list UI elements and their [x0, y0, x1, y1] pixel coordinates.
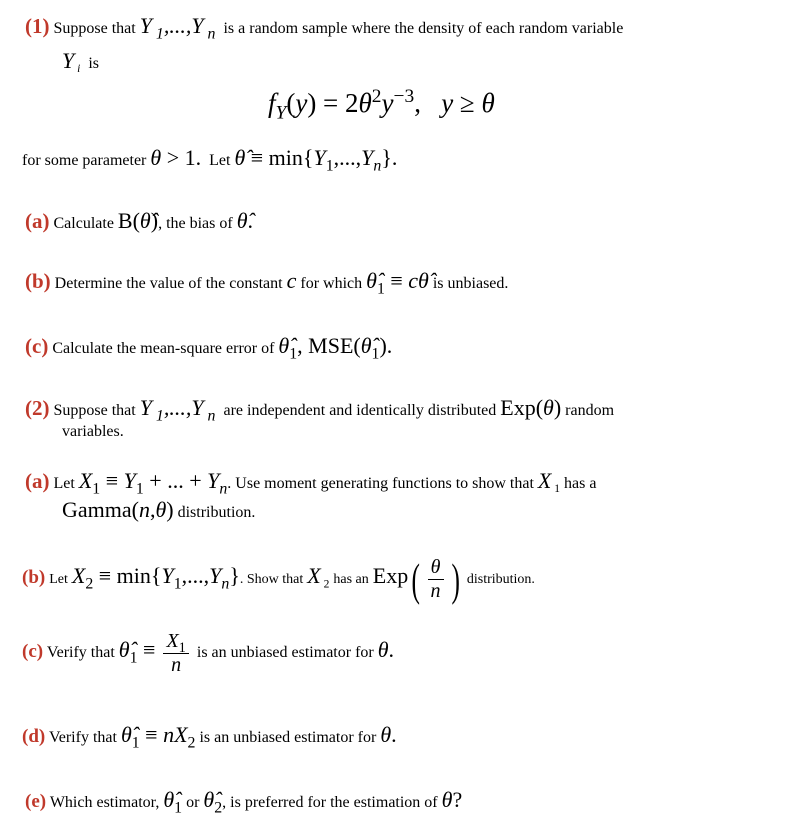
q2b-text: . Show that [239, 572, 304, 588]
q1a-text: Calculate [53, 215, 114, 232]
q1-intro-rest: is a random sample where the density of each random variable [223, 20, 624, 37]
q2a-line2: Gamma(n,θ) distribution. [62, 497, 256, 522]
q2a: (a) Let $X_1 \equiv Y_1$ + ... + $Y_n$. Use moment generating functions to show that X $_1$ has a [25, 468, 597, 498]
q2c: (c) Verify that $\thetâ_1$ ≡ $\frac{X_1}{n}$ is an unbiased estimator for θ. [22, 630, 395, 676]
param-text: for some parameter [22, 152, 147, 169]
q2b-exp: Exp [372, 563, 409, 589]
q2c-text2: is an unbiased estimator for [196, 644, 374, 662]
let-text: Let [209, 152, 231, 169]
q2c-text: Verify that [46, 644, 115, 662]
q1c-text: Calculate the mean-square error of [52, 340, 275, 357]
density-formula: $f_Y(y) = 2\theta^2y^{-3}$, y ≥ θ [268, 86, 495, 124]
q2d: (d) Verify that $\thetâ_1 \equiv nX_2$ is an unbiased estimator for θ. [22, 722, 397, 752]
q2-label: (2) [25, 396, 50, 420]
q2e: (e) Which estimator, $\thetâ_1$ or $\thetâ_2$, is preferred for the estimation of θ? [25, 787, 463, 817]
q2e-or: or [186, 794, 200, 811]
q2c-label: (c) [22, 641, 44, 663]
sample-y1-yn: Y $_1$,...,Y $_n$ [139, 13, 216, 43]
q1c: (c) Calculate the mean-square error of $\thetâ_1$, $MSE(\thetâ_1)$. [25, 333, 393, 363]
q1-intro [25, 13, 624, 43]
q1a: (a) Calculate B(θ̂), the bias of θ̂. [25, 208, 254, 233]
q1b-text3: is unbiased. [432, 275, 509, 292]
q2d-label: (d) [22, 726, 46, 747]
q1-intro-text: Suppose that [53, 20, 136, 37]
q1b-text2: for which [300, 275, 363, 292]
q2-intro-rest: are independent and identically distributed [223, 402, 497, 419]
q2b-text2: has an [333, 572, 369, 588]
q1a-text2: , the bias of [158, 215, 233, 232]
q2b-let: Let [49, 572, 68, 588]
q1-yi-is: Y $_i$ is [62, 48, 100, 76]
q2b-label: (b) [22, 567, 46, 589]
q2d-text: Verify that [48, 729, 117, 746]
q2-intro-text: Suppose that [53, 402, 136, 419]
q2a-let: Let [53, 475, 75, 492]
q2b-text3: distribution. [466, 572, 535, 588]
q1b-text: Determine the value of the constant [54, 275, 283, 292]
q1a-label: (a) [25, 209, 50, 233]
q1b: (b) Determine the value of the constant c for which $\thetâ_1$ ≡ cθ̂ is unbiased. [25, 268, 509, 298]
q1-label: (1) [25, 14, 50, 38]
q2b: (b) Let $X_2 \equiv \min\{Y_1,...,Y_n\}$. Show that X $_2$ has an Exp( $\frac{\theta}{n}$ ) distribution. [22, 553, 535, 605]
q2a-text2: has a [564, 475, 597, 492]
q1c-label: (c) [25, 334, 49, 358]
q1b-label: (b) [25, 269, 51, 293]
q2e-label: (e) [25, 791, 47, 812]
estimator-def: θ̂ ≡ $\min\{Y_1,...,Y_n\}$. [234, 145, 398, 175]
q1-param-line: for some parameter θ > 1. Let θ̂ ≡ $\min\{Y_1,...,Y_n\}$. [22, 145, 398, 175]
q2a-text3: distribution. [177, 504, 256, 521]
q2a-text: . Use moment generating functions to show that [227, 475, 534, 492]
q2-intro: (2) Suppose that Y $_1$,...,Y $_n$ are independent and identically distributed Exp(θ) random [25, 395, 615, 425]
q2a-label: (a) [25, 469, 50, 493]
q2d-text2: is an unbiased estimator for [199, 729, 377, 746]
q2e-text: Which estimator, [49, 794, 160, 811]
q2e-text2: , is preferred for the estimation of [222, 794, 438, 811]
q2-intro-line2: variables. [62, 423, 124, 440]
q2-intro-tail: random [565, 402, 615, 419]
